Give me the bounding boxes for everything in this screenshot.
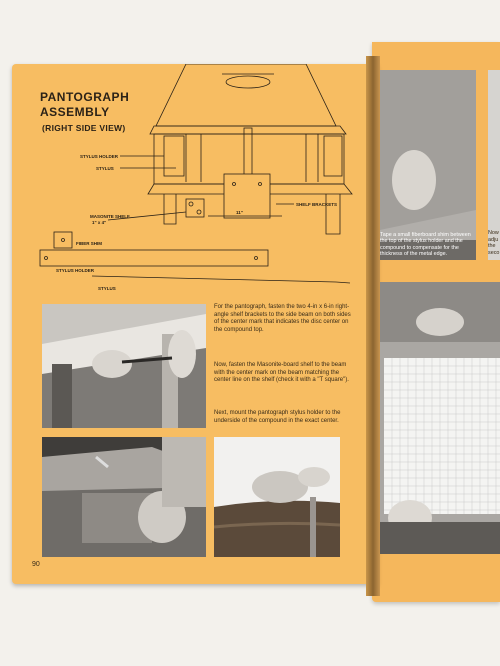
photo-shelf-fastening (42, 437, 206, 557)
label-shelf-brackets: SHELF BRACKETS (296, 202, 338, 207)
caption-shelf: Now, fasten the Masonite-board shelf to the beam with the center mark on the beam matching the center line on the shelf (check it with a "T square"). (214, 362, 349, 384)
right-edge-line: the (488, 243, 496, 250)
photo-grid-paper (380, 282, 500, 554)
caption-bracket: For the pantograph, fasten the two 4-in x 6-in right-angle shelf brackets to the side beam on both sides of the center mark that indicates the disc center on the compound top. (214, 304, 351, 333)
page-subtitle: (RIGHT SIDE VIEW) (42, 123, 126, 133)
label-masonite-shelf: MASONITE SHELF (90, 214, 130, 219)
right-edge-text (488, 230, 500, 256)
right-edge-line: Now (488, 230, 499, 236)
page-number: 90 (32, 561, 40, 568)
right-edge-line: adju (488, 236, 499, 243)
photo-stylus-holder (214, 437, 340, 557)
right-edge-line: seco (488, 249, 500, 256)
label-stylus: STYLUS (96, 166, 114, 171)
label-dimension: 11" (236, 210, 243, 215)
page-title: PANTOGRAPH ASSEMBLY (40, 90, 130, 119)
caption-right-shim: Tape a small fiberboard shim between the top of the stylus holder and the compound to compensate for the thickness of the metal edge. (380, 232, 471, 258)
label-fiber-shim: FIBER SHIM (76, 241, 103, 246)
label-masonite-dims: 1" x 4" (92, 220, 107, 225)
book-spine (366, 56, 380, 596)
label-stylus-rod: STYLUS (98, 286, 116, 291)
caption-stylus-holder: Next, mount the pantograph stylus holder to the underside of the compound in the exact center. (214, 410, 341, 424)
photo-bracket-mounting (42, 304, 206, 428)
label-stylus-holder-bar: STYLUS HOLDER (56, 268, 95, 273)
label-stylus-holder: STYLUS HOLDER (80, 154, 119, 159)
